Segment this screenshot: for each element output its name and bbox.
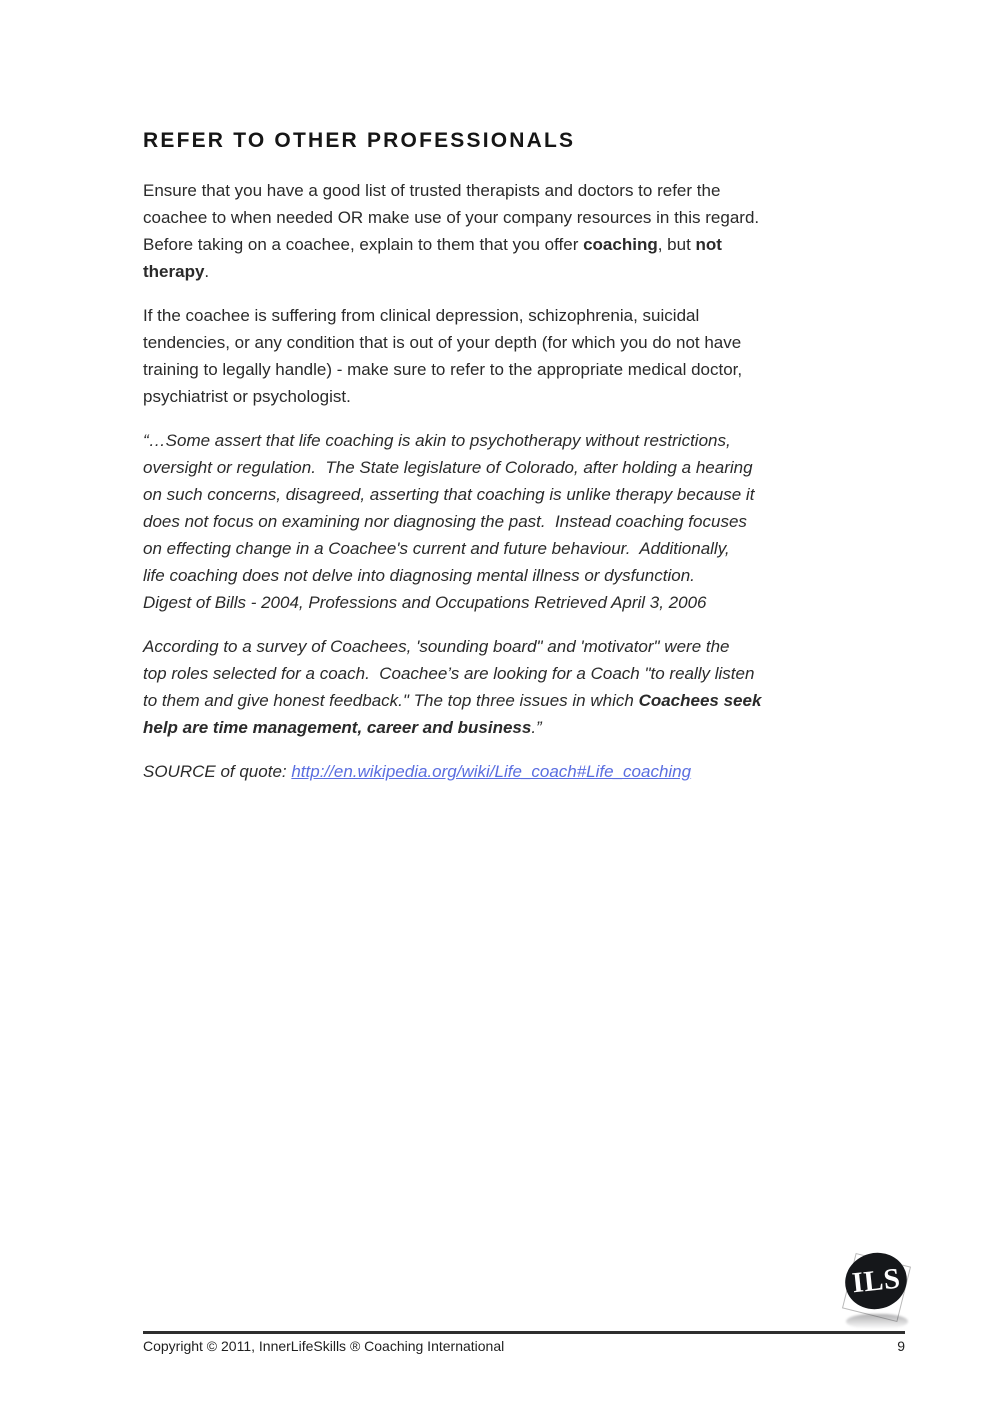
para-coachee-survey <box>143 633 905 741</box>
text-run: oversight or regulation. The State legislature of Colorado, after holding a hearing <box>143 458 753 477</box>
text-line <box>143 258 905 285</box>
text-run: Ensure that you have a good list of trusted therapists and doctors to refer the <box>143 181 721 200</box>
logo-reflection <box>846 1314 908 1329</box>
text-line <box>143 589 905 616</box>
text-run: Coachees seek <box>638 691 762 710</box>
text-line <box>143 508 905 535</box>
page-title: REFER TO OTHER PROFESSIONALS <box>143 129 576 152</box>
text-run: coaching <box>583 235 658 254</box>
footer-rule <box>143 1331 905 1334</box>
para-quote-colorado <box>143 427 905 616</box>
text-run: top roles selected for a coach. Coachee’s are looking for a Coach "to really listen <box>143 664 755 683</box>
text-run: help are time management, career and business <box>143 718 532 737</box>
text-run: , but <box>657 235 696 254</box>
paragraphs <box>143 177 905 785</box>
text-run: . <box>204 262 210 281</box>
text-line <box>143 535 905 562</box>
text-run: According to a survey of Coachees, 'sounding board" and 'motivator" were the <box>143 637 730 656</box>
text-line <box>143 302 905 329</box>
text-run: Before taking on a coachee, explain to them that you offer <box>143 235 584 254</box>
page-number: 9 <box>897 1338 905 1354</box>
text-line <box>143 758 905 785</box>
text-run: Digest of Bills - 2004, Professions and Occupations Retrieved April 3, 2006 <box>143 593 707 612</box>
text-line <box>143 427 905 454</box>
para-clinical-conditions <box>143 302 905 410</box>
text-run: coachee to when needed OR make use of your company resources in this regard. <box>143 208 760 227</box>
text-run: not <box>695 235 722 254</box>
text-run: to them and give honest feedback." The top three issues in which <box>143 691 639 710</box>
logo-text: ILS <box>850 1262 902 1299</box>
text-run: life coaching does not delve into diagnosing mental illness or dysfunction. <box>143 566 695 585</box>
source-hyperlink[interactable]: http://en.wikipedia.org/wiki/Life_coach#Life_coaching <box>291 762 692 781</box>
para-referral-list <box>143 177 905 285</box>
text-line <box>143 329 905 356</box>
article-content <box>143 129 905 802</box>
text-line <box>143 177 905 204</box>
text-run: does not focus on examining nor diagnosing the past. Instead coaching focuses <box>143 512 747 531</box>
text-line <box>143 383 905 410</box>
text-line <box>143 454 905 481</box>
text-run: therapy <box>143 262 205 281</box>
para-source <box>143 758 905 785</box>
text-line <box>143 714 905 741</box>
text-line <box>143 687 905 714</box>
text-run: training to legally handle) - make sure to refer to the appropriate medical doctor, <box>143 360 743 379</box>
text-run: tendencies, or any condition that is out of your depth (for which you do not have <box>143 333 742 352</box>
footer <box>143 1338 905 1354</box>
text-line <box>143 562 905 589</box>
text-run: psychiatrist or psychologist. <box>143 387 351 406</box>
text-line <box>143 231 905 258</box>
text-line <box>143 660 905 687</box>
text-run: SOURCE of quote: <box>143 762 292 781</box>
text-line <box>143 481 905 508</box>
text-run: .” <box>531 718 542 737</box>
text-line <box>143 633 905 660</box>
text-line <box>143 204 905 231</box>
text-run: If the coachee is suffering from clinical depression, schizophrenia, suicidal <box>143 306 700 325</box>
ils-logo <box>844 1252 912 1334</box>
text-run: on such concerns, disagreed, asserting that coaching is unlike therapy because it <box>143 485 755 504</box>
text-run: on effecting change in a Coachee's current and future behaviour. Additionally, <box>143 539 730 558</box>
text-run: “…Some assert that life coaching is akin to psychotherapy without restrictions, <box>143 431 731 450</box>
footer-copyright: Copyright © 2011, InnerLifeSkills ® Coaching International <box>143 1338 505 1354</box>
text-line <box>143 356 905 383</box>
